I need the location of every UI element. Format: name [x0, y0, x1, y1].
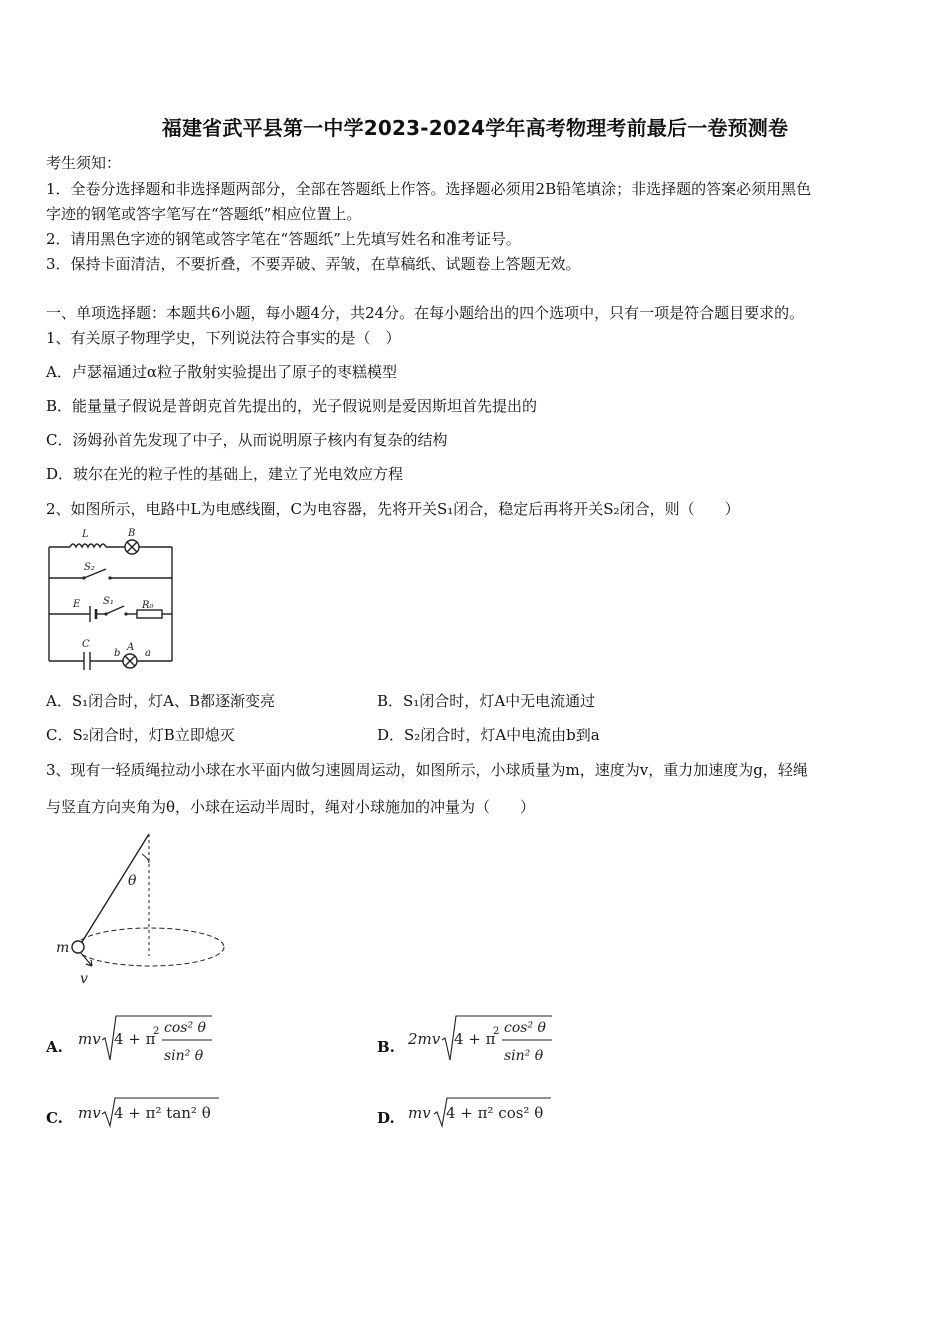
label-v: v [80, 971, 88, 987]
notice-heading: 考生须知： [46, 154, 122, 172]
svg-text:4 + π: 4 + π [114, 1030, 156, 1048]
svg-text:2mv: 2mv [408, 1030, 441, 1048]
q3-option-c-label: C. [46, 1109, 63, 1127]
q2-option-a: A．S₁闭合时，灯A、B都逐渐变亮 [46, 692, 275, 710]
q1-option-b: B．能量量子假说是普朗克首先提出的，光子假说则是爱因斯坦首先提出的 [46, 397, 538, 415]
label-b-terminal: b [114, 648, 121, 659]
q1-option-d: D．玻尔在光的粒子性的基础上，建立了光电效应方程 [46, 465, 404, 483]
ball-icon [72, 941, 84, 953]
q3-option-a-label: A. [46, 1038, 63, 1056]
circular-path [76, 928, 224, 966]
q2-option-c: C．S₂闭合时，灯B立即熄灭 [46, 726, 235, 744]
label-l: L [82, 529, 89, 540]
q3-option-b-label: B. [377, 1038, 395, 1056]
q3-option-a-formula [76, 1010, 226, 1068]
label-a-lamp: A [127, 642, 135, 653]
q3-stem-line-2: 与竖直方向夹角为θ，小球在运动半周时，绳对小球施加的冲量为（ ） [46, 798, 536, 816]
q1-stem: 1、有关原子物理学史，下列说法符合事实的是（ ） [46, 329, 401, 347]
svg-text:4 + π² tan² θ: 4 + π² tan² θ [114, 1104, 211, 1122]
q1-option-c: C．汤姆孙首先发现了中子，从而说明原子核内有复杂的结构 [46, 431, 448, 449]
notice-item-3: 3．保持卡面清洁，不要折叠，不要弄破、弄皱，在草稿纸、试题卷上答题无效。 [46, 255, 581, 273]
notice-item-1: 1．全卷分选择题和非选择题两部分，全部在答题纸上作答。选择题必须用2B铅笔填涂；非选择题的答案必须用黑色 [46, 180, 812, 198]
page-title: 福建省武平县第一中学2023-2024学年高考物理考前最后一卷预测卷 [161, 116, 789, 140]
label-c: C [82, 639, 90, 650]
svg-text:4 + π: 4 + π [454, 1030, 496, 1048]
label-a-terminal: a [145, 648, 151, 659]
q3-option-d-label: D. [377, 1109, 395, 1127]
q2-circuit-diagram [44, 524, 184, 670]
q3-stem-line-1: 3、现有一轻质绳拉动小球在水平面内做匀速圆周运动，如图所示，小球质量为m，速度为v，重力加速度为g，轻绳 [46, 761, 808, 779]
svg-text:2: 2 [153, 1026, 160, 1037]
svg-text:mv: mv [78, 1104, 101, 1122]
inductor-coil-icon [70, 544, 106, 547]
svg-text:sin² θ: sin² θ [164, 1048, 204, 1064]
q1-option-a: A．卢瑟福通过α粒子散射实验提出了原子的枣糕模型 [46, 363, 397, 381]
svg-text:4 + π² cos² θ: 4 + π² cos² θ [446, 1104, 544, 1122]
svg-text:sin² θ: sin² θ [504, 1048, 544, 1064]
label-theta: θ [128, 873, 137, 889]
notice-item-2: 2．请用黑色字迹的钢笔或答字笔在“答题纸”上先填写姓名和准考证号。 [46, 230, 521, 248]
resistor-r0-icon [137, 610, 162, 618]
label-s2: S₂ [84, 562, 95, 573]
label-r0: R₀ [142, 600, 154, 611]
q3-conical-pendulum-figure [48, 826, 238, 988]
svg-text:2: 2 [493, 1026, 500, 1037]
section-heading: 一、单项选择题：本题共6小题，每小题4分，共24分。在每小题给出的四个选项中，只有一项是符合题目要求的。 [46, 304, 805, 322]
label-b: B [128, 528, 136, 539]
label-m: m [56, 940, 70, 956]
label-s1: S₁ [103, 596, 114, 607]
q2-stem: 2、如图所示，电路中L为电感线圈，C为电容器，先将开关S₁闭合，稳定后再将开关S₂闭合，则（ ） [46, 500, 740, 518]
q2-option-d: D．S₂闭合时，灯A中电流由b到a [377, 726, 600, 744]
svg-text:mv: mv [78, 1030, 101, 1048]
q3-option-c-formula [76, 1094, 226, 1130]
switch-s1-icon [106, 606, 124, 614]
q3-option-d-formula [406, 1094, 556, 1130]
string-line [82, 834, 149, 942]
q3-option-b-formula [406, 1010, 566, 1068]
q2-option-b: B．S₁闭合时，灯A中无电流通过 [377, 692, 596, 710]
notice-item-1-cont: 字迹的钢笔或答字笔写在“答题纸”相应位置上。 [46, 205, 362, 223]
svg-text:cos² θ: cos² θ [164, 1020, 206, 1036]
label-e: E [73, 599, 81, 610]
svg-text:mv: mv [408, 1104, 431, 1122]
svg-text:cos² θ: cos² θ [504, 1020, 546, 1036]
